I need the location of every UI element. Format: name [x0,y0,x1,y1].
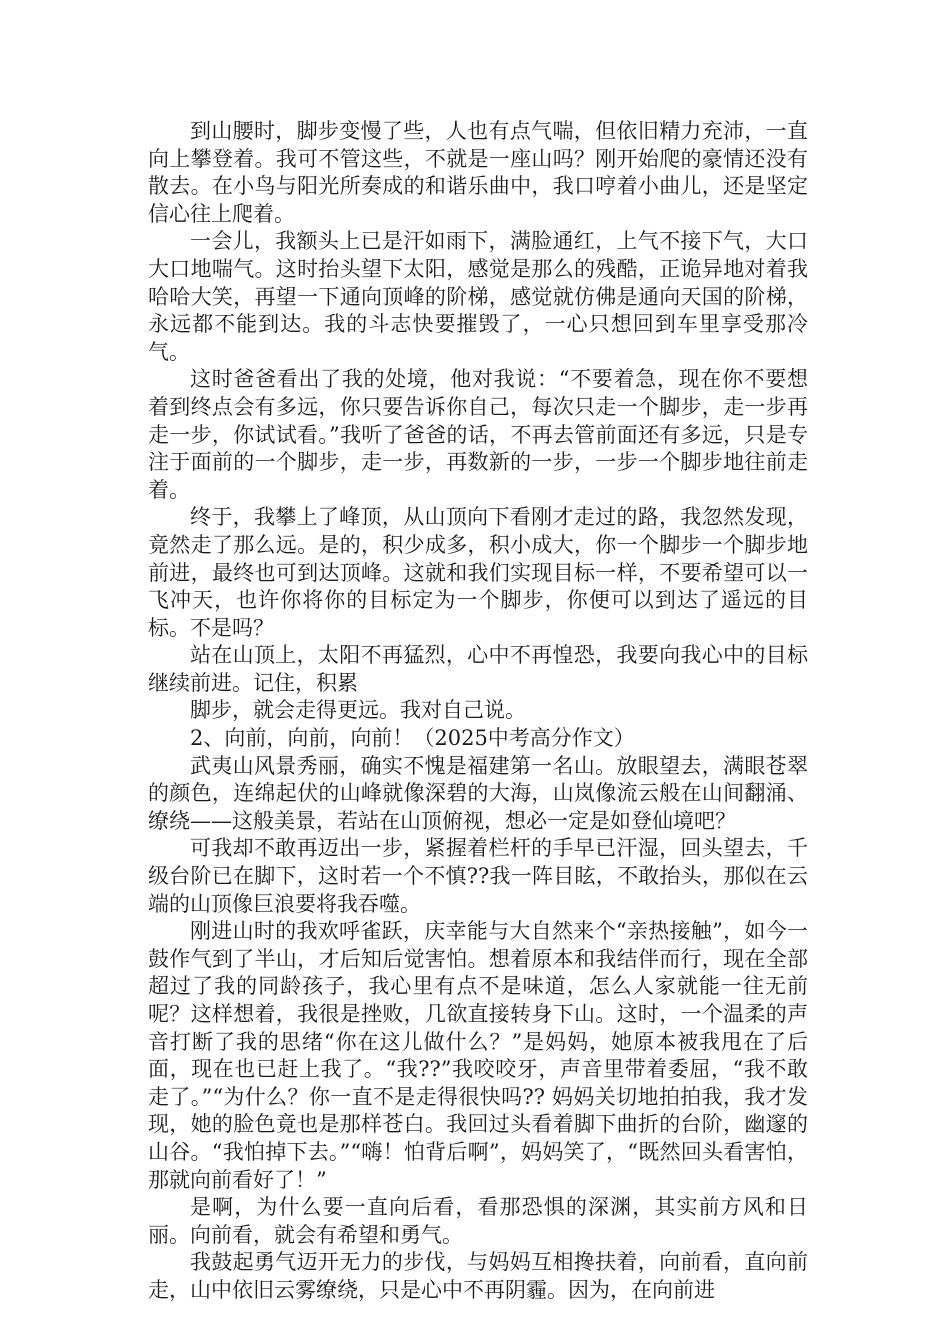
paragraph-10: 是啊，为什么要一直向后看，看那恐惧的深渊，其实前方风和日丽。向前看，就会有希望和勇气。 [148,1195,808,1247]
paragraph-8: 可我却不敢再迈出一步，紧握着栏杆的手早已汗湿，回头望去，千级台阶已在脚下，这时若一个不慎??我一阵目眩，不敢抬头，那似在云端的山顶像巨浪要将我吞噬。 [148,836,808,916]
paragraph-1: 到山腰时，脚步变慢了些，人也有点气喘，但依旧精力充沛，一直向上攀登着。我可不管这些，不就是一座山吗？刚开始爬的豪情还没有散去。在小鸟与阳光所奏成的和谐乐曲中，我口哼着小曲儿，还是坚定信心往上爬着。 [148,119,808,226]
essay-body [148,118,808,1305]
paragraph-9: 刚进山时的我欢呼雀跃，庆幸能与大自然来个“亲热接触”，如今一鼓作气到了半山，才后知后觉害怕。想着原本和我结伴而行，现在全部超过了我的同龄孩子，我心里有点不是味道，怎么人家就能一往无前呢？这样想着，我很是挫败，几欲直接转身下山。这时，一个温柔的声音打断了我的思绪“你在这儿做什么？”是妈妈，她原本被我甩在了后面，现在也已赶上我了。“我??”我咬咬牙，声音里带着委屈，“我不敢走了。”“为什么？你一直不是走得很快吗?? 妈妈关切地拍拍我，我才发现，她的脸色竟也是那样苍白。我回过头看着脚下曲折的台阶，幽邃的山谷。“我怕掉下去。”“嗨！怕背后啊”，妈妈笑了，“既然回头看害怕，那就向前看好了！” [148,919,808,1192]
paragraph-3: 这时爸爸看出了我的处境，他对我说：“不要着急，现在你不要想着到终点会有多远，你只要告诉你自己，每次只走一个脚步，走一步再走一步，你试试看。”我听了爸爸的话，不再去管前面还有多远，只是专注于面前的一个脚步，走一步，再数新的一步，一步一个脚步地往前走着。 [148,367,808,502]
paragraph-2: 一会儿，我额头上已是汗如雨下，满脸通红，上气不接下气，大口大口地喘气。这时抬头望下太阳，感觉是那么的残酷，正诡异地对着我哈哈大笑，再望一下通向顶峰的阶梯，感觉就仿佛是通向天国的阶梯，永远都不能到达。我的斗志快要摧毁了，一心只想回到车里享受那冷气。 [148,229,808,364]
paragraph-11: 我鼓起勇气迈开无力的步伐，与妈妈互相搀扶着，向前看，直向前走，山中依旧云雾缭绕，只是心中不再阴霾。因为，在向前进 [148,1250,808,1302]
essay-heading: 2、向前，向前，向前！（2025中考高分作文） [190,726,635,751]
paragraph-5: 站在山顶上，太阳不再猛烈，心中不再惶恐，我要向我心中的目标继续前进。记住，积累 [148,643,808,695]
paragraph-6: 脚步，就会走得更远。我对自己说。 [190,698,526,723]
paragraph-7: 武夷山风景秀丽，确实不愧是福建第一名山。放眼望去，满眼苍翠的颜色，连绵起伏的山峰就像深碧的大海，山岚像流云般在山间翻涌、缭绕——这般美景，若站在山顶俯视，想必一定是如登仙境吧？ [148,753,808,833]
paragraph-4: 终于，我攀上了峰顶，从山顶向下看刚才走过的路，我忽然发现，竟然走了那么远。是的，积少成多，积小成大，你一个脚步一个脚步地前进，最终也可到达顶峰。这就和我们实现目标一样，不要希望可以一飞冲天，也许你将你的目标定为一个脚步，你便可以到达了遥远的目标。不是吗？ [148,505,808,640]
